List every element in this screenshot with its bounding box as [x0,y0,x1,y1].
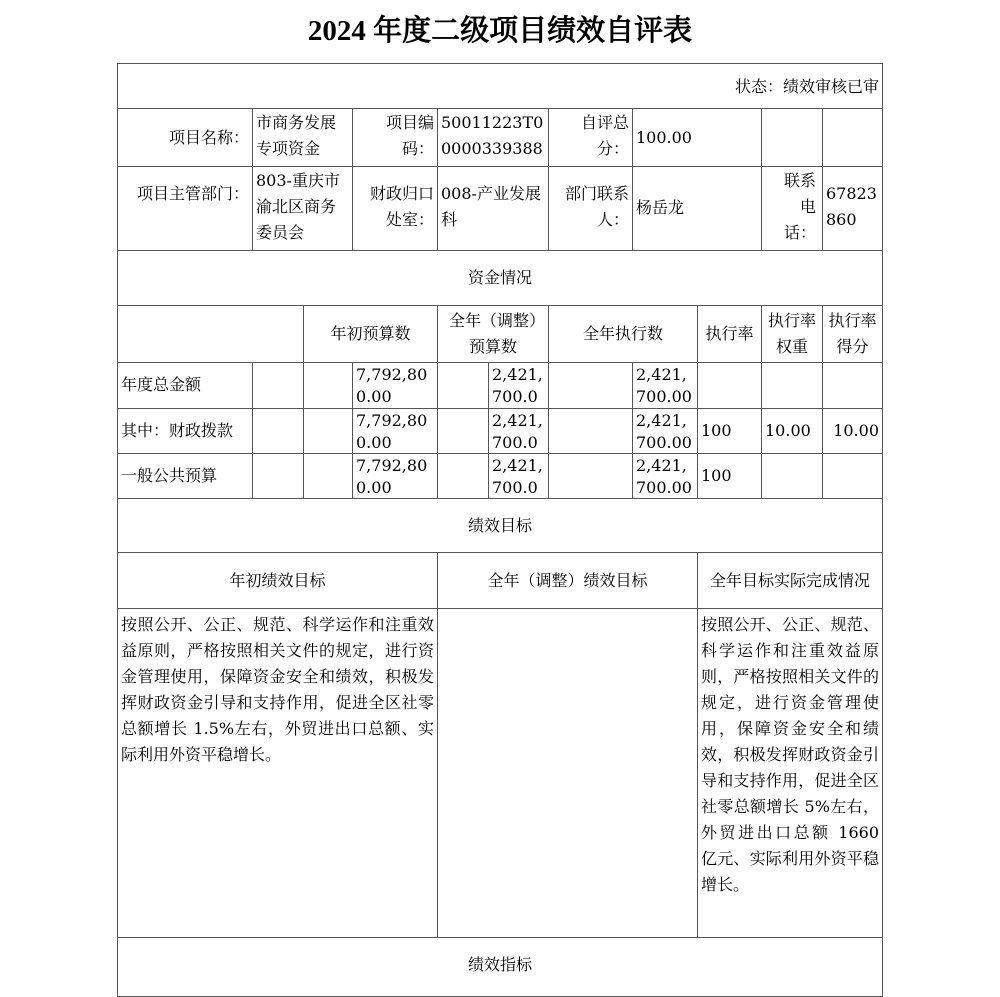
row-label: 其中：财政拨款 [117,408,253,454]
goals-initial-text: 按照公开、公正、规范、科学运作和注重效益原则，严格按照相关文件的规定，进行资金管理使用，保障资金安全和绩效，积极发挥财政资金引导和支持作用，促进全区社零总额增长 1.5%左右，外贸进出口总额、实际利用外资平稳增长。 [117,608,438,938]
empty-cell [761,108,823,167]
empty-cell [252,453,304,499]
name-value: 市商务发展专项资金 [252,108,353,167]
rate-value: 100 [697,453,762,499]
empty-cell [437,453,489,499]
contact-label: 部门联系人： [548,166,633,251]
executed-value: 2,421,700.00 [632,408,698,454]
header-weight: 执行率权重 [761,305,823,363]
initial-value: 7,792,800.00 [352,453,438,499]
adjusted-value: 2,421,700.0 [488,408,549,454]
header-rate: 执行率 [697,305,762,363]
empty-cell [303,362,353,409]
phone-value: 67823860 [822,166,883,251]
header-adjusted: 全年（调整）预算数 [437,305,549,363]
weight-value [761,453,823,499]
header-initial: 年初预算数 [303,305,438,363]
rate-value: 100 [697,408,762,454]
adjusted-value: 2,421,700.0 [488,453,549,499]
empty-cell [548,408,633,454]
header-score: 执行率得分 [822,305,883,363]
empty-cell [822,108,883,167]
executed-value: 2,421,700.00 [632,362,698,409]
goals-header-actual: 全年目标实际完成情况 [697,552,883,609]
weight-value [761,362,823,409]
page-title: 2024 年度二级项目绩效自评表 [307,15,693,47]
score-value [822,362,883,409]
empty-cell [252,408,304,454]
initial-value: 7,792,800.00 [352,362,438,409]
empty-cell [303,408,353,454]
contact-value: 杨岳龙 [632,166,762,251]
goals-actual-text: 按照公开、公正、规范、科学运作和注重效益原则，严格按照相关文件的规定，进行资金管理使用，保障资金安全和绩效，积极发挥财政资金引导和支持作用，促进全区社零总额增长 5%左右，外贸进出口总额 1660 亿元、实际利用外资平稳增长。 [697,608,883,938]
goals-adjusted-text [437,608,698,938]
row-label: 年度总金额 [117,362,253,409]
indicators-section-title: 绩效指标 [117,937,883,997]
empty-cell [437,362,489,409]
score-value [822,453,883,499]
status-text: 状态：绩效审核已审 [117,63,883,109]
empty-cell [437,408,489,454]
phone-label: 联系电话： [761,166,823,251]
office-value: 008-产业发展科 [437,166,549,251]
initial-value: 7,792,800.00 [352,408,438,454]
code-label: 项目编码： [352,108,438,167]
goals-header-adjusted: 全年（调整）绩效目标 [437,552,698,609]
empty-cell [548,453,633,499]
score-value: 10.00 [822,408,883,454]
dept-value: 803-重庆市渝北区商务委员会 [252,166,353,251]
goals-section-title: 绩效目标 [117,498,883,553]
header-executed: 全年执行数 [548,305,698,363]
code-value: 50011223T00000339388 [437,108,549,167]
adjusted-value: 2,421,700.0 [488,362,549,409]
empty-cell [117,305,304,363]
row-label: 一般公共预算 [117,453,253,499]
office-label: 财政归口处室： [352,166,438,251]
empty-cell [252,362,304,409]
rate-value [697,362,762,409]
empty-cell [303,453,353,499]
name-label: 项目名称： [117,108,253,167]
score-label: 自评总分： [548,108,633,167]
dept-label: 项目主管部门： [117,166,253,251]
executed-value: 2,421,700.00 [632,453,698,499]
empty-cell [548,362,633,409]
weight-value: 10.00 [761,408,823,454]
score-value: 100.00 [632,108,762,167]
funds-section-title: 资金情况 [117,250,883,306]
goals-header-initial: 年初绩效目标 [117,552,438,609]
